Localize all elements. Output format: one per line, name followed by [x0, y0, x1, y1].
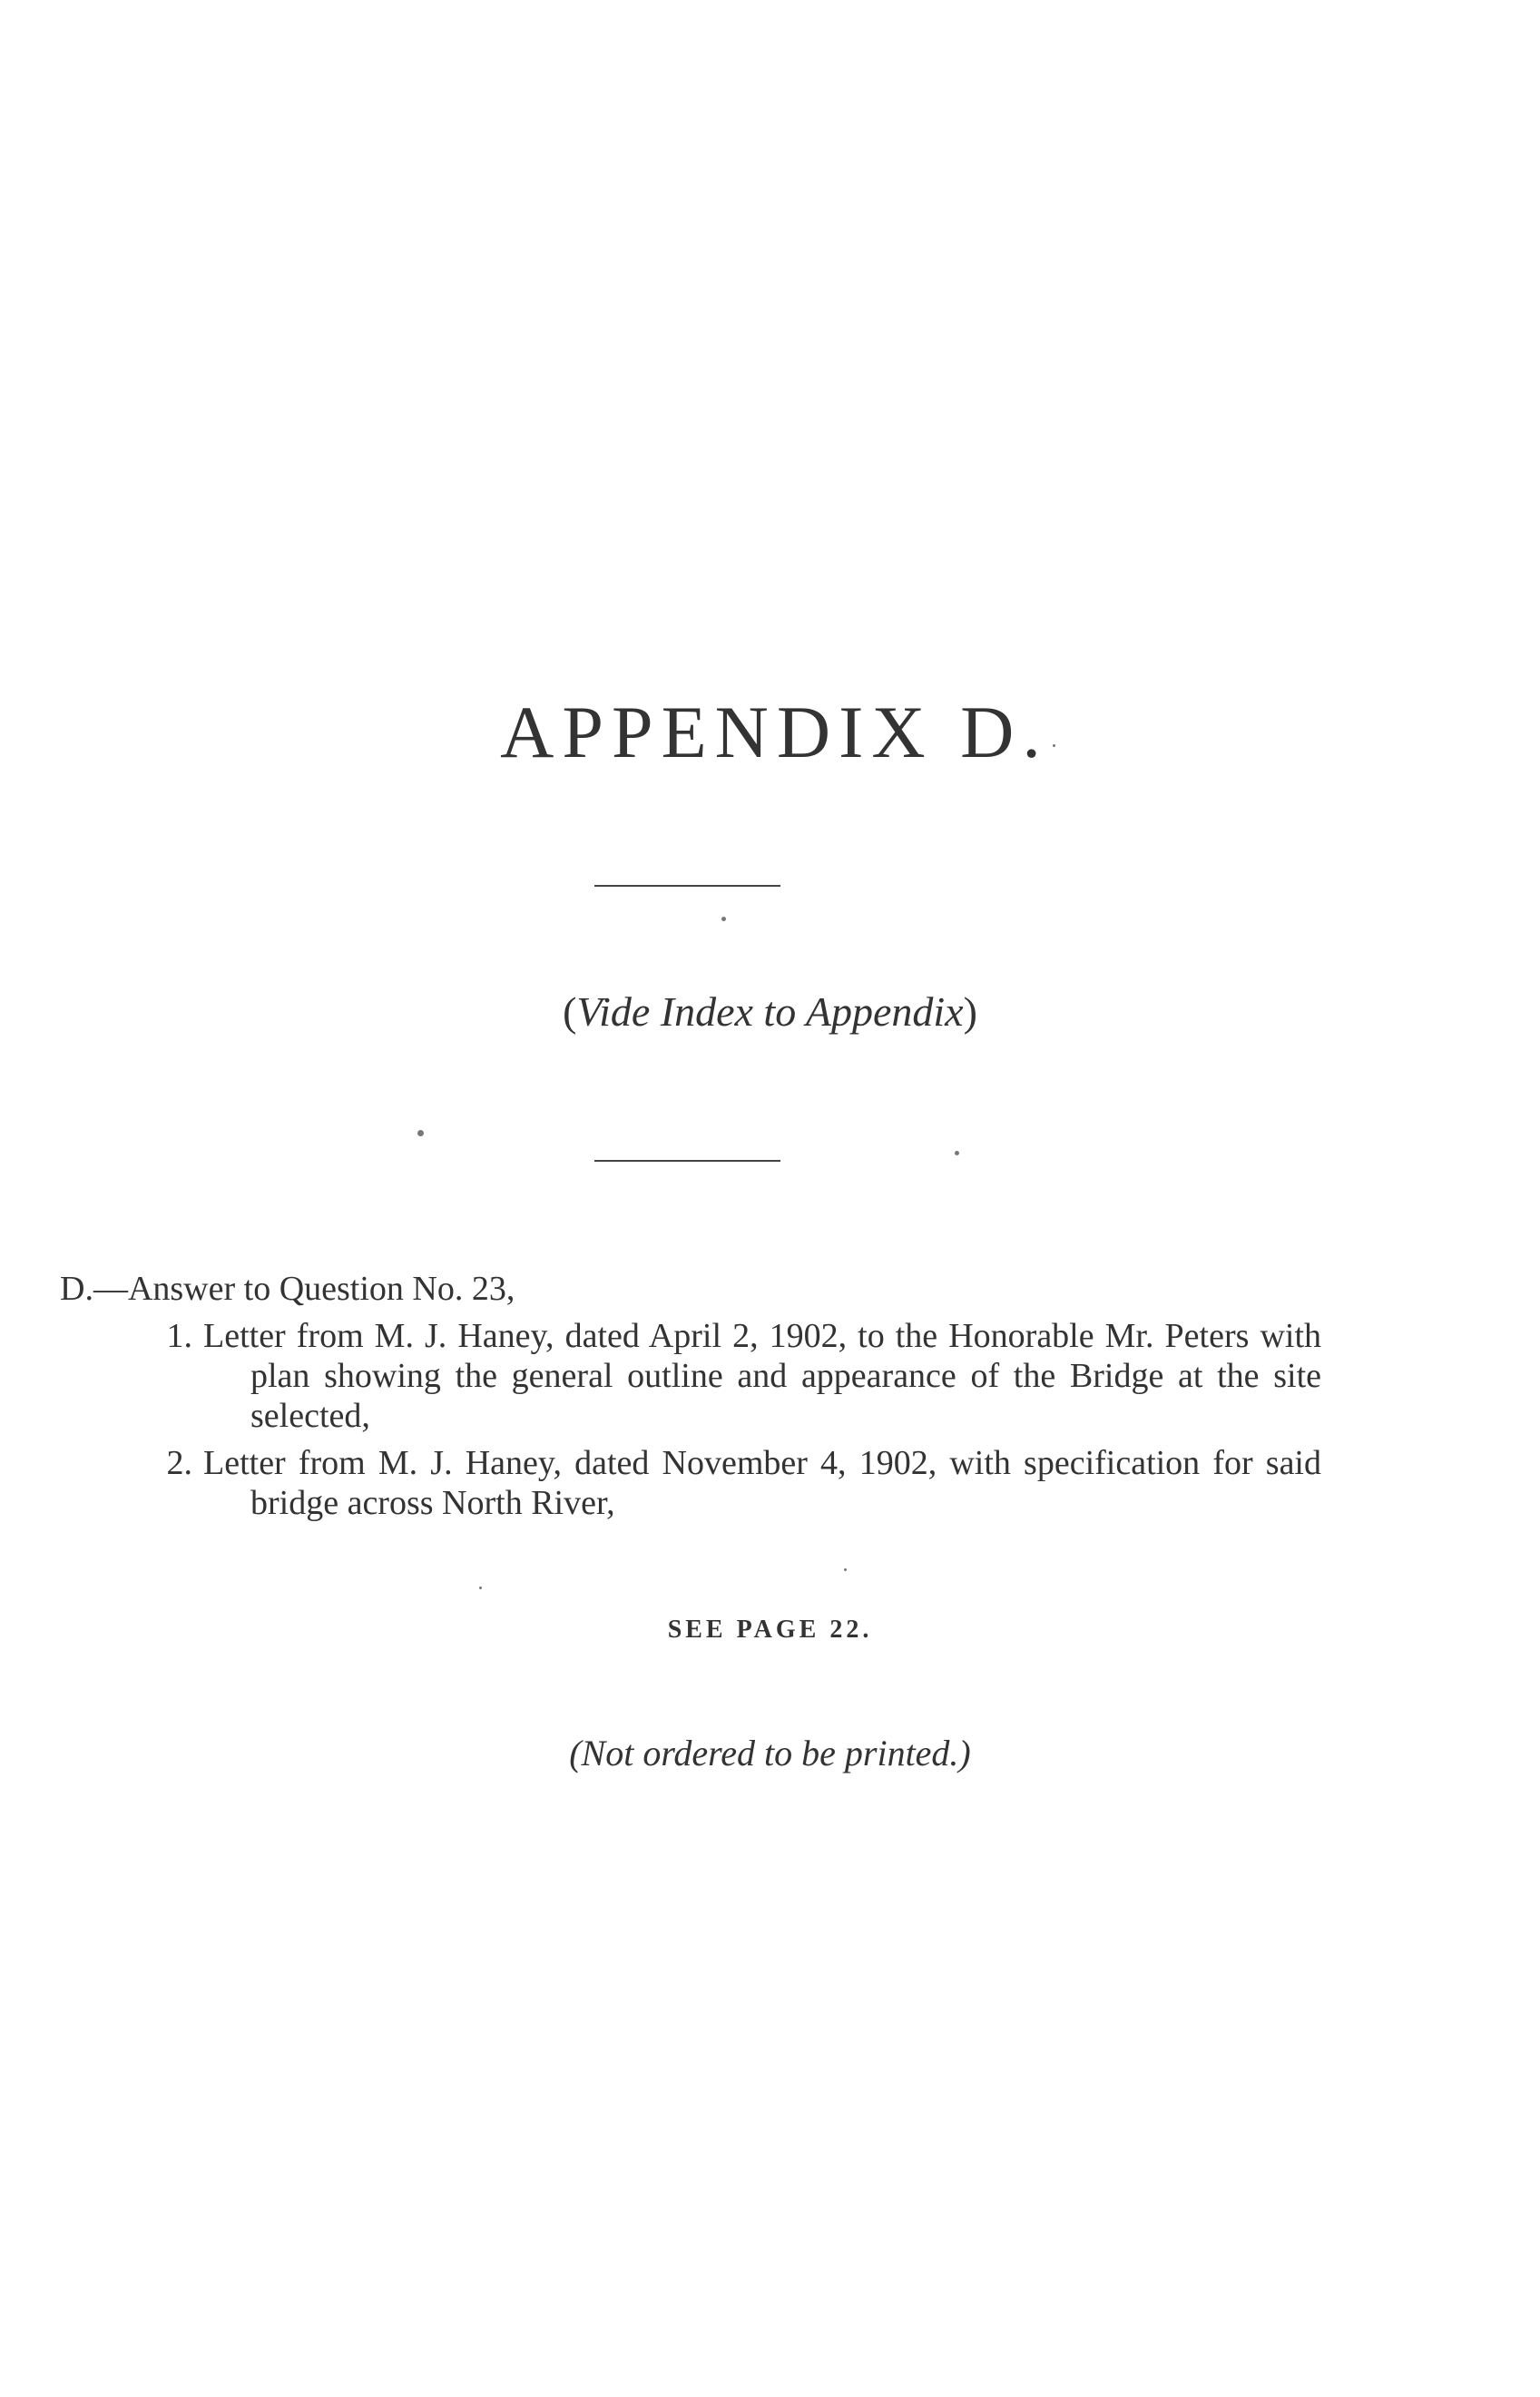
see-page-note: SEE PAGE 22. [667, 1616, 873, 1644]
scan-speck [417, 1130, 424, 1136]
subtitle-close-paren: ) [963, 988, 977, 1035]
contents-lead: D.—Answer to Question No. 23, [60, 1270, 515, 1308]
list-item-number: 1. [166, 1317, 192, 1355]
list-item-text-content: Letter from M. J. Haney, dated April 2, 1902, to the Honorable Mr. Peters with plan showing the general outline and appearance of the Bridge at the site selected, [203, 1317, 1321, 1435]
subtitle-open-paren: ( [563, 988, 577, 1035]
scan-speck [955, 1151, 959, 1155]
list-item [60, 1316, 1330, 1436]
list-item [60, 1443, 1330, 1523]
scan-speck [1053, 744, 1055, 747]
scan-speck [844, 1568, 847, 1571]
page-title: APPENDIX D. [500, 691, 1049, 773]
subtitle-italic-text: Vide Index to Appendix [576, 988, 964, 1035]
subtitle-vide-index [0, 987, 1540, 1036]
list-item-text-content: Letter from M. J. Haney, dated November 4, 1902, with specification for said bridge across North River, [203, 1444, 1321, 1522]
contents-block [60, 1269, 1330, 1530]
list-item-text [203, 1443, 1321, 1523]
scan-speck [721, 917, 726, 921]
not-ordered-note: (Not ordered to be printed.) [569, 1733, 971, 1773]
list-item-number: 2. [166, 1444, 192, 1482]
divider-rule-bottom [594, 1160, 780, 1162]
list-item-text [203, 1316, 1321, 1436]
divider-rule-top [594, 885, 780, 887]
scan-speck [479, 1587, 482, 1589]
